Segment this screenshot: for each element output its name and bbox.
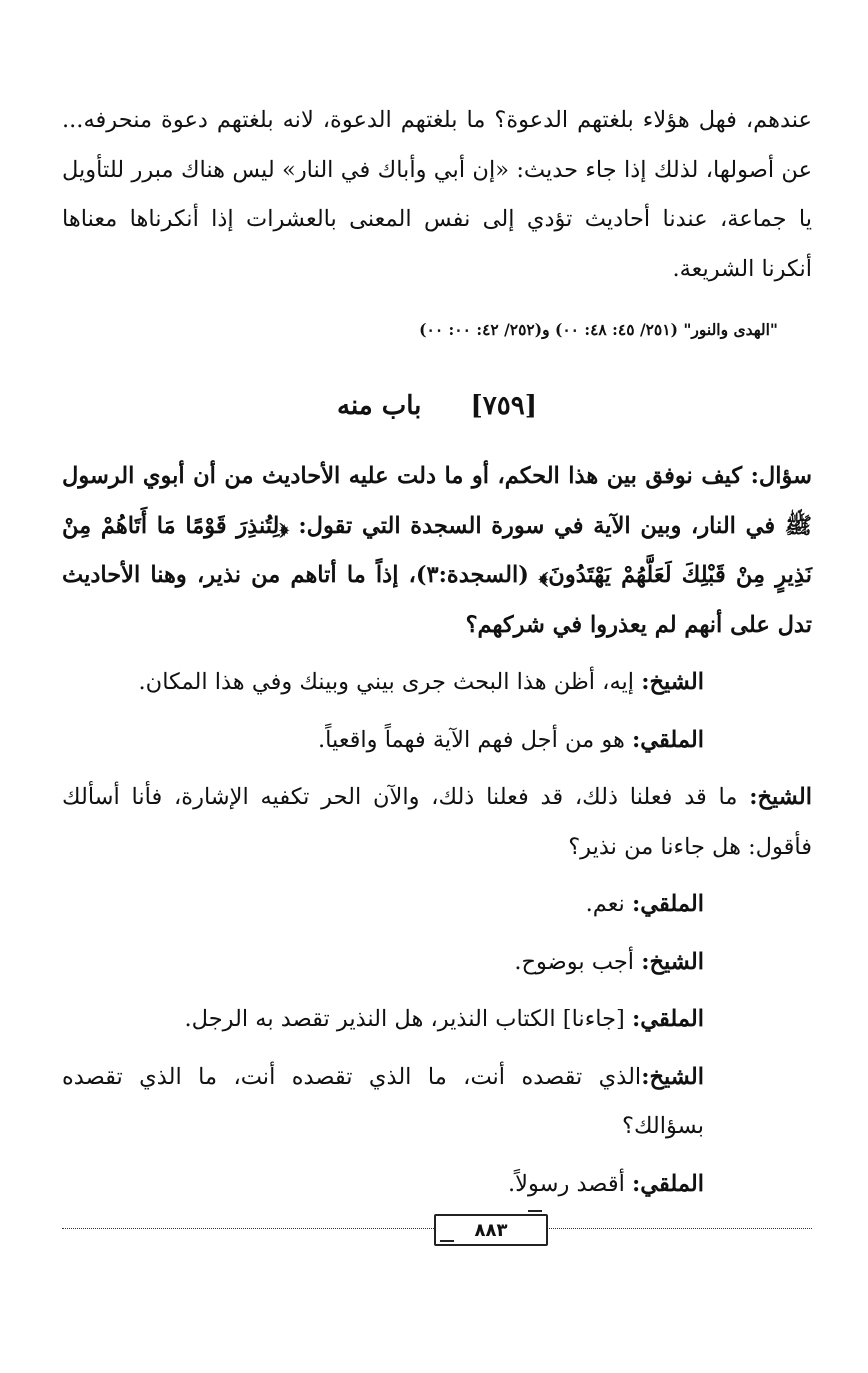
speaker-label: الملقي: — [631, 1006, 704, 1032]
page-body — [62, 96, 812, 1209]
dialogue-line — [62, 1053, 812, 1152]
dialogue-line — [62, 716, 812, 766]
speaker-label: الشيخ: — [641, 948, 704, 975]
dialogue-line — [62, 773, 812, 872]
chapter-heading — [62, 386, 812, 426]
dialogue-text: الذي تقصده أنت، ما الذي تقصده أنت، ما الذي تقصده بسؤالك؟ — [62, 1063, 704, 1139]
speaker-label: الملقي: — [631, 726, 704, 753]
dialogue-text: نعم. — [585, 891, 632, 917]
page-footer — [62, 1208, 812, 1248]
speaker-label: الشيخ: — [641, 1063, 704, 1090]
source-citation: "الهدى والنور" (٢٥١/ ٤٥: ٤٨: ٠٠) و(٢٥٢/ ٤٢: ٠٠: ٠٠) — [419, 320, 778, 339]
speaker-label: الشيخ: — [641, 669, 704, 695]
frame-ornament — [440, 1240, 454, 1250]
question-paragraph: سؤال: كيف نوفق بين هذا الحكم، أو ما دلت عليه الأحاديث من أن أبوي الرسول ﷺ في النار، وبين الآية في سورة السجدة التي تقول: ﴿لِتُنذِرَ قَوْمًا مَا أَتَاهُمْ مِنْ نَذِيرٍ مِنْ قَبْلِكَ لَعَلَّهُمْ يَهْتَدُونَ﴾ (السجدة:٣)، إذاً ما أتاهم من نذير، وهنا الأحاديث تدل على أنهم لم يعذروا في شركهم؟ — [62, 463, 812, 638]
dialogue-line — [62, 880, 812, 930]
speaker-label: الملقي: — [631, 1170, 704, 1197]
dialogue-text: هو من أجل فهم الآية فهماً واقعياً. — [318, 726, 632, 753]
chapter-title: باب منه — [337, 391, 422, 421]
intro-paragraph: عندهم، فهل هؤلاء بلغتهم الدعوة؟ ما بلغتهم الدعوة، لانه بلغتهم دعوة منحرفه... عن أصولها، لذلك إذا جاء حديث: «إن أبي وأباك في النار» ليس هناك مبرر للتأويل يا جماعة، عندنا أحاديث تؤدي إلى نفس المعنى بالعشرات إذا أنكرناها معناها أنكرنا الشريعة. — [62, 107, 812, 282]
frame-ornament — [528, 1210, 542, 1220]
chapter-number: [٧٥٩] — [470, 391, 537, 421]
dialogue-text: أجب بوضوح. — [514, 948, 642, 975]
dialogue-text: أقصد رسولاً. — [508, 1170, 632, 1197]
dialogue — [62, 658, 812, 1209]
dialogue-line — [62, 1160, 812, 1210]
dialogue-text: [جاءنا] الكتاب النذير، هل النذير تقصد به الرجل. — [184, 1006, 632, 1032]
speaker-label: الملقي: — [631, 891, 704, 917]
page-number-frame — [434, 1214, 548, 1246]
dialogue-line — [62, 938, 812, 988]
dialogue-text: إيه، أظن هذا البحث جرى بيني وبينك وفي هذا المكان. — [138, 669, 642, 695]
dialogue-text: ما قد فعلنا ذلك، قد فعلنا ذلك، والآن الحر تكفيه الإشارة، فأنا أسألك فأقول: هل جاءنا من نذير؟ — [62, 784, 812, 860]
speaker-label: الشيخ: — [749, 784, 812, 810]
page-number: ٨٨٣ — [474, 1219, 508, 1241]
dialogue-line — [62, 995, 812, 1045]
dialogue-line — [62, 658, 812, 708]
